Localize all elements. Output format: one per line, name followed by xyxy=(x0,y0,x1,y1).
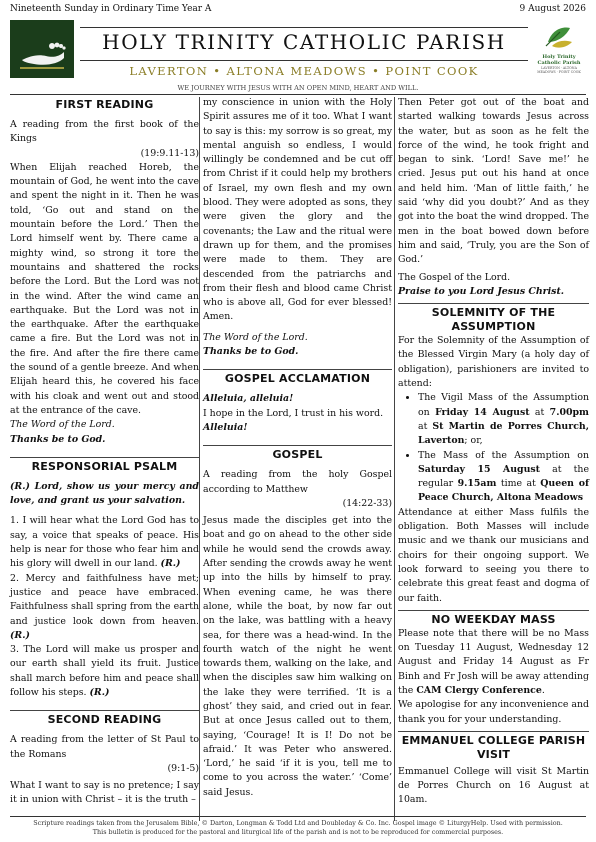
trinity-leaf-icon xyxy=(544,22,574,50)
second-reading-text-a: What I want to say is no pretence; I say it in union with Christ – it is the truth – xyxy=(10,780,199,806)
second-reading-intro: A reading from the letter of St Paul to the Romans xyxy=(10,734,199,760)
first-reading-ref: (19:9.11-13) xyxy=(140,147,199,159)
first-reading-response: Thanks be to God. xyxy=(10,433,106,445)
footer-copyright: Scripture readings taken from the Jerusalem Bible, © Darton, Longman & Todd Ltd and Doubleday & Co. Inc. Gospel image © LiturgyHelp. Used with permission. xyxy=(33,819,563,827)
column-2 xyxy=(203,96,394,800)
assumption-outro: Attendance at either Mass fulfils the obligation. Both Masses will include music and we thank our musicians and choirs for their ongoing support. We look forward to seeing you there to celebrate this great feast and dogma of our faith. xyxy=(398,506,589,604)
liturgical-day: Nineteenth Sunday in Ordinary Time Year A xyxy=(10,4,212,14)
footer-notice: This bulletin is produced for the pastoral and liturgical life of the parish and is not to be reproduced for commercial purposes. xyxy=(92,827,504,836)
first-reading-close: The Word of the Lord. xyxy=(10,419,115,431)
list-item: • The Vigil Mass of the Assumption on Friday 14 August at 7.00pm at St Martin de Porres Church, Laverton; or, xyxy=(418,391,589,448)
parish-logo xyxy=(532,22,586,78)
list-item: • The Mass of the Assumption on Saturday 15 August at the regular 9.15am time at Queen of Peace Church, Altona Meadows xyxy=(418,449,589,506)
assumption-heading: SOLEMNITY OF THE ASSUMPTION xyxy=(398,303,589,334)
footprint-icon xyxy=(16,26,68,72)
column-1 xyxy=(10,98,201,808)
gospel-response: Praise to you Lord Jesus Christ. xyxy=(398,285,565,297)
no-weekday-mass-apology: We apologise for any inconvenience and thank you for your understanding. xyxy=(398,699,589,725)
masthead xyxy=(10,20,586,82)
first-reading-text: When Elijah reached Horeb, the mountain of God, he went into the cave and spent the night in it. Then he was told, ‘Go out and stand on the mountain before the Lord.’ Then the Lord himself went by. There came a mighty wind, so strong it tore the mountains and shattered the rocks before the Lord. But the Lord was not in the wind. After the wind came an earthquake. But the Lord was not in the earthquake. After the earthquake came a fire. But the Lord was not in the fire. And after the fire there came the sound of a gentle breeze. And when Elijah heard this, he covered his face with his cloak and went out and stood at the entrance of the cave. xyxy=(10,161,199,416)
psalm-verse-1: 1. I will hear what the Lord God has to say, a voice that speaks of peace. His help is near for those who fear him and his glory will dwell in our land. (R.) xyxy=(10,515,199,570)
masthead-bottom-rule xyxy=(80,60,528,61)
parish-motto: WE JOURNEY WITH JESUS WITH AN OPEN MIND, HEART AND WILL. xyxy=(10,84,586,95)
footprint-logo xyxy=(10,20,74,78)
psalm-heading: RESPONSORIAL PSALM xyxy=(10,457,199,474)
gospel-intro: A reading from the holy Gospel according to Matthew xyxy=(203,469,392,495)
gospel-text-b: Then Peter got out of the boat and started walking towards Jesus across the water, but as soon as he felt the force of the wind, he took fright and began to sink. ‘Lord! Save me!’ he cried. Jesus put out his hand at once and held him. ‘Man of little faith,’ he said ‘why did you doubt?’ And as they got into the boat the wind dropped. The men in the boat bowed down before him and said, ‘Truly, you are the Son of God.’ xyxy=(398,97,589,266)
parish-locations: LAVERTON • ALTONA MEADOWS • POINT COOK xyxy=(129,64,479,78)
column-3 xyxy=(398,96,589,808)
emmanuel-text: Emmanuel College will visit St Martin de Porres Church on 16 August at 10am. xyxy=(398,765,589,806)
acclamation-line-3: Alleluia! xyxy=(203,421,248,433)
footer xyxy=(10,816,586,836)
psalm-refrain: (R.) Lord, show us your mercy and love, and grant us your salvation. xyxy=(10,480,199,507)
parish-name: HOLY TRINITY CATHOLIC PARISH xyxy=(102,30,506,54)
second-reading-heading: SECOND READING xyxy=(10,710,199,727)
gospel-heading: GOSPEL xyxy=(203,445,392,462)
psalm-verse-3: 3. The Lord will make us prosper and our earth shall yield its fruit. Justice shall march before him and peace shall follow his steps. (R.) xyxy=(10,644,199,698)
gospel-ref: (14:22-33) xyxy=(342,497,392,509)
no-weekday-mass-text: Please note that there will be no Mass on Tuesday 11 August, Wednesday 12 August and Friday 14 August as Fr Binh and Fr Josh will be away attending the CAM Clergy Conference. xyxy=(398,627,589,696)
assumption-intro: For the Solemnity of the Assumption of the Blessed Virgin Mary (a holy day of obligation), parishioners are invited to attend: xyxy=(398,335,589,390)
bulletin-date: 9 August 2026 xyxy=(519,4,586,14)
parish-logo-subtitle: LAVERTON · ALTONA MEADOWS · POINT COOK xyxy=(537,66,581,74)
first-reading-heading: FIRST READING xyxy=(55,98,154,111)
gospel-text-a: Jesus made the disciples get into the boat and go on ahead to the other side while he would send the crowds away. After sending the crowds away he went up into the hills by himself to pray. When evening came, he was there alone, while the boat, by now far out on the lake, was battling with a heavy sea, for there was a head-wind. In the fourth watch of the night he went towards them, walking on the lake, and when the disciples saw him walking on the lake they were terrified. ‘It is a ghost’ they said, and cried out in fear. But at once Jesus called out to them, saying, ‘Courage! It is I! Do not be afraid.’ It was Peter who answered. ‘Lord,’ he said ‘if it is you, tell me to come to you across the water.’ ‘Come’ said Jesus. xyxy=(203,515,392,798)
acclamation-heading: GOSPEL ACCLAMATION xyxy=(203,369,392,386)
second-reading-response: Thanks be to God. xyxy=(203,346,299,358)
acclamation-line-2: I hope in the Lord, I trust in his word. xyxy=(203,407,384,419)
no-weekday-mass-heading: NO WEEKDAY MASS xyxy=(398,610,589,627)
assumption-mass-list xyxy=(414,391,589,505)
gospel-close: The Gospel of the Lord. xyxy=(398,271,511,283)
second-reading-close: The Word of the Lord. xyxy=(203,331,308,343)
psalm-verse-2: 2. Mercy and faithfulness have met; justice and peace have embraced. Faithfulness shall spring from the earth and justice look down from heaven. (R.) xyxy=(10,572,199,641)
column-divider xyxy=(394,97,395,821)
second-reading-ref: (9:1-5) xyxy=(167,762,199,774)
parish-logo-title: Holy Trinity Catholic Parish xyxy=(537,54,581,66)
acclamation-line-1: Alleluia, alleluia! xyxy=(203,393,294,405)
emmanuel-heading: EMMANUEL COLLEGE PARISH VISIT xyxy=(398,731,589,762)
masthead-top-rule xyxy=(80,27,528,28)
top-line xyxy=(10,4,586,16)
second-reading-text-b: my conscience in union with the Holy Spirit assures me of it too. What I want to say is this: my sorrow is so great, my mental anguish so endless, I would willingly be condemned and be cut off from Christ if it could help my brothers of Israel, my own flesh and my own blood. They were adopted as sons, they were given the glory and the covenants; the Law and the ritual were drawn up for them, and the promises were made to them. They are descended from the patriarchs and from their flesh and blood came Christ who is above all, God for ever blessed! Amen. xyxy=(203,97,392,323)
first-reading-intro: A reading from the first book of the Kings xyxy=(10,119,199,145)
